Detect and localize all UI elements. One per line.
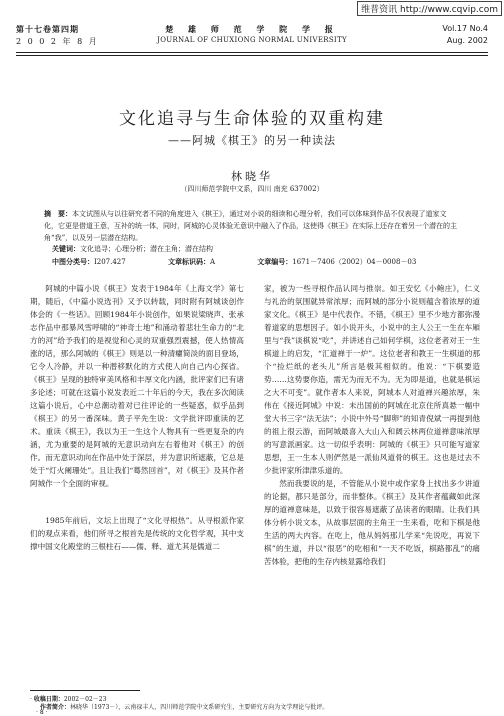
header-volume-cn: 第十七卷第四期 [16, 24, 79, 34]
clc-number: 中图分类号：I207.427 [52, 257, 126, 266]
watermark: 维普资讯 http://www.cqvip.com [357, 1, 502, 16]
body-paragraph: 然而我要说的是，不管能从小说中或作家身上找出多少讲道的论据，都只是部分，而非整体。《棋王》及其作者蕴藏如此深厚的道禅意味是，以致于很容易遮蔽了品读者的眼睛。让我们具体分析小说文本，从故事层面的主角王一生来看，吃和下棋是他生活的两大内容。在吃上，他从妈妈那儿学来“先说吃，再说下棋”的生道，并以“很恶”的吃相和“一天不吃饭，棋路都乱”的痛苦体验，把他的生存内核显露给我们 [264, 479, 480, 566]
keywords-label: 关键词： [52, 245, 80, 253]
classification-line [52, 257, 474, 267]
header-rule-bottom [16, 55, 488, 56]
keywords-text: 文化追寻；心理分析；潜在主角；潜在结构 [80, 245, 213, 253]
author-affiliation: （四川师范学院中文系，四川 南充 637002） [180, 185, 324, 193]
body-column-left [30, 282, 244, 687]
header-date-en: Aug. 2002 [446, 36, 488, 45]
article-title: 文化追寻与生命体验的双重构建 [119, 109, 385, 129]
body-paragraph: 家，被为一些寻根作品认同与推崇。如王安忆《小鲍庄》，仁义与礼治的氛围就异常浓厚；而阿城的部分小说则蕴含着浓厚的道家文化。《棋王》是中代表作。不错，《棋王》里不少地方都弥漫着道家的思想因子。如小说开头，小说中的主人公王一生在车厢里与“我”谈棋说“吃”，并讲述自己如何学棋，这位老者对王一生棋道上的启发，“汇道禅于一炉”。这位老者和教王一生棋道的那个“捡烂纸的老头儿”所言是极其相似的。他说：“下棋要造势……这势要你造，需无为而无不为。无为即是道，也就是棋运之大不可变”。就作者本人来说，阿城本人对道禅兴趣浓厚，朱伟在《接近阿城》中说：未出国前的阿城在北京住所真悬一幅中堂大书三字“法无法”；小说中外号“脚卵”的知青倪斌一再提到他的祖上很云游，而阿城最喜入大山入和阔云林两位道禅意味浓厚的写意派画家。这一切似乎表明：阿城的《棋王》只可能写道家思想，王一生本人则俨然是一派仙风道骨的棋王。这也是过去不少批评家所津津乐道的。 [264, 284, 480, 475]
header-journal-cn: 楚 雄 师 范 学 院 学 报 [165, 24, 339, 34]
footnote-rule [30, 690, 140, 691]
document-code: 文章标识码：A [167, 257, 216, 266]
keywords [52, 244, 460, 254]
footnote-received: · 收稿日期：2002－02－23 [30, 696, 107, 703]
body-paragraph: 阿城的中篇小说《棋王》发表于1984年《上海文学》第七期，随后，《中篇小说选刊》又予以转载，同时附有阿城谈创作体会的《一些话》。回顾1984年小说创作，如果说梁晓声、张承志作品中那暴风雪呼啸的“神奇土地”和涌动着悲壮生命力的“北方的河”给予我们的是视觉和心灵的双重强烈震撼，使人热情高涨的话，那么阿城的《棋王》则是以一种清癯简淡的面目登场，它令人冷静，并以一种潜移默化的方式使人向自己内心探省。《棋王》呈现的独特审美风格和丰厚文化内涵，批评家们已有诸多论述；可就在这篇小说发表近二十年后的今天，我在多次阅读这篇小说后，心中总潮动着对已往评论的一些疑惑，似乎品到《棋王》的另一番深味。黄子平先生说：文学批评即重读的艺术。重读《棋王》，我以为王一生这个人物具有一些更复杂的内涵，尤为重要的是阿城的无意识动向左右着他对《棋王》的创作。而无意识动向在作品中处于深层，并为意识所遮蔽，它总是处于“灯火阑珊处”。且让我们“蓦然回首”，对《棋王》及其作者阿城作一个全面的审视。 [30, 284, 244, 488]
body-column-right [264, 282, 480, 687]
header-journal-en: JOURNAL OF CHUXIONG NORMAL UNIVERSITY [157, 36, 347, 44]
header-volume-en: Vol.17 No.4 [442, 24, 488, 33]
header-date-cn: 2 0 0 2 年 8 月 [16, 37, 99, 46]
footnote-author-bio: 作者简介：林晓华（1973－），云南禄丰人，四川师范学院中文系研究生，主要研究方向为文学理论与批评。 [40, 704, 329, 711]
article-author: 林晓华 [231, 170, 273, 183]
header-rule-top [16, 52, 488, 53]
abstract-label: 摘 要： [44, 210, 72, 218]
article-subtitle: ——阿城《棋王》的另一种读法 [168, 134, 336, 147]
body-paragraph: 1985年前后，文坛上出现了“文化寻根热”。从寻根派作家们的观点来看，他们所寻之根首先是传统的文化哲学观，其中支撑中国文化殿堂的三根柱石——儒、释、道尤其是儒道二 [30, 516, 244, 551]
page-number: · 8 · [36, 709, 48, 716]
running-header [16, 24, 488, 50]
abstract [44, 208, 460, 244]
abstract-text: 本文试图从与以往研究者不同的角度进入《棋王》，通过对小说的细读和心理分析，我们可以体味到作品不仅表现了道家文化，它更是借道王意，互补的统一体，同时，阿城的心灵体验无意识中融入了作品，这使得《棋王》在实际上还存在着另一个潜在的主角“我”，以及另一层潜在结构。 [44, 210, 457, 242]
article-number: 文章编号：1671－7406（2002）04－0008－03 [257, 257, 417, 266]
